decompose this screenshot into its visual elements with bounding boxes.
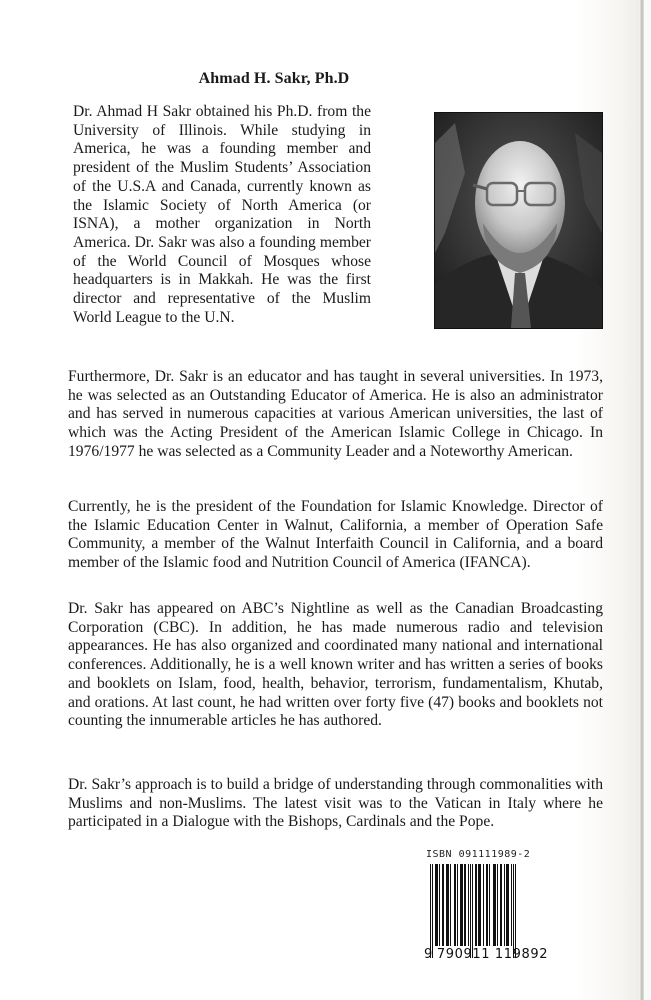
- bio-paragraph-4: Dr. Sakr has appeared on ABC’s Nightline as well as the Canadian Broadcasting Corporation (CBC). In addition, he has made numerous radio and television appearances. He has also organized and coordinated many national and international conferences. Additionally, he is a well known writer and has written a series of books and booklets on Islam, food, health, behavior, terrorism, fundamentalism, Khutab, and orations. At last count, he had written over forty five (47) books and booklets not counting the innumerable articles he has authored.: [68, 600, 603, 730]
- bio-paragraph-3: Currently, he is the president of the Foundation for Islamic Knowledge. Director of the Islamic Education Center in Walnut, California, a member of Operation Safe Community, a member of the Walnut Interfaith Council in California, and a board member of the Islamic food and Nutrition Council of America (IFANCA).: [68, 498, 603, 572]
- bio-paragraph-5: Dr. Sakr’s approach is to build a bridge of understanding through commonalities with Muslims and non-Muslims. The latest visit was to the Vatican in Italy where he participated in a Dialogue with the Bishops, Cardinals and the Pope.: [68, 776, 603, 831]
- isbn-label: ISBN 091111989-2: [426, 849, 531, 860]
- barcode-lead-digit: 9: [424, 947, 433, 962]
- isbn-barcode: [424, 849, 549, 967]
- barcode-digits: [424, 947, 548, 962]
- author-title: Ahmad H. Sakr, Ph.D: [198, 70, 350, 87]
- barcode-number: 790911 119892: [436, 947, 549, 962]
- portrait-photo-icon: [435, 113, 602, 328]
- barcode-bars: [430, 864, 546, 958]
- bio-paragraph-2: Furthermore, Dr. Sakr is an educator and has taught in several universities. In 1973, he was selected as an Outstanding Educator of America. He is also an administrator and has served in numerous capacities at various American universities, the last of which was the Acting President of the American Islamic College in Chicago. In 1976/1977 he was selected as a Community Leader and a Noteworthy American.: [68, 368, 603, 460]
- bio-paragraph-1: Dr. Ahmad H Sakr obtained his Ph.D. from the University of Illinois. While studying in America, he was a founding member and president of the Muslim Students’ Association of the U.S.A and Canada, currently known as the Islamic Society of North America (or ISNA), a mother organization in North America. Dr. Sakr was also a founding member of the World Council of Mosques whose headquarters is in Makkah. He was the first director and representative of the Muslim World League to the U.N.: [73, 103, 371, 326]
- author-portrait-photo: [434, 112, 603, 329]
- spine-shade: [644, 0, 651, 1000]
